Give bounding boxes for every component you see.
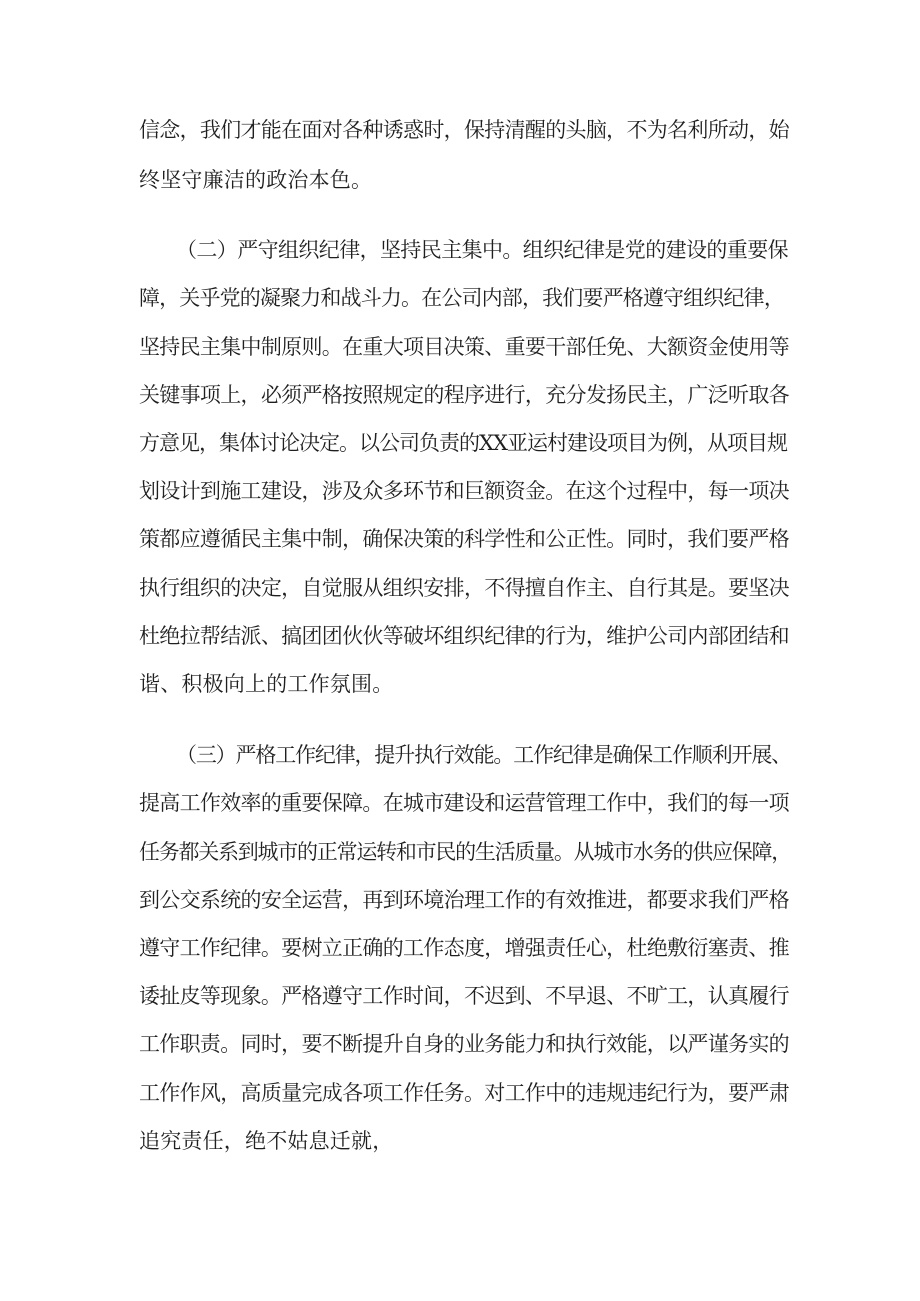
text-line: 坚持民主集中制原则。在重大项目决策、重要干部任免、大额资金使用等 (139, 335, 789, 359)
text-line: 提高工作效率的重要保障。在城市建设和运营管理工作中，我们的每一项 (139, 791, 789, 815)
text-line: 关键事项上，必须严格按照规定的程序进行，充分发扬民主，广泛听取各 (139, 383, 789, 407)
text-line: 诿扯皮等现象。严格遵守工作时间，不迟到、不早退、不旷工，认真履行 (139, 984, 789, 1008)
text-line: 信念，我们才能在面对各种诱惑时，保持清醒的头脑，不为名利所动，始 (139, 118, 789, 142)
text-line: 谐、积极向上的工作氛围。 (139, 672, 394, 696)
text-line: 杜绝拉帮结派、搞团团伙伙等破坏组织纪律的行为，维护公司内部团结和 (139, 624, 789, 648)
text-line: 到公交系统的安全运营，再到环境治理工作的有效推进，都要求我们严格 (139, 888, 789, 912)
text-line: 划设计到施工建设，涉及众多环节和巨额资金。在这个过程中，每一项决 (139, 479, 789, 503)
text-line: 遵守工作纪律。要树立正确的工作态度，增强责任心，杜绝敷衍塞责、推 (139, 936, 789, 960)
text-line: 追究责任，绝不姑息迁就， (139, 1129, 394, 1153)
text-line: 执行组织的决定，自觉服从组织安排，不得擅自作主、自行其是。要坚决 (139, 576, 789, 600)
text-line: 策都应遵循民主集中制，确保决策的科学性和公正性。同时，我们要严格 (139, 527, 789, 551)
text-line: 工作作风，高质量完成各项工作任务。对工作中的违规违纪行为，要严肃 (139, 1081, 789, 1105)
text-line: 任务都关系到城市的正常运转和市民的生活质量。从城市水务的供应保障， (139, 840, 791, 864)
text-line: （三）严格工作纪律，提升执行效能。工作纪律是确保工作顺利开展、 (176, 743, 791, 767)
text-line: 工作职责。同时，要不断提升自身的业务能力和执行效能，以严谨务实的 (139, 1032, 789, 1056)
text-line: 终坚守廉洁的政治本色。 (139, 168, 373, 192)
text-line: 方意见，集体讨论决定。以公司负责的XX亚运村建设项目为例，从项目规 (139, 431, 787, 455)
text-line: （二）严守组织纪律，坚持民主集中。组织纪律是党的建设的重要保 (176, 238, 788, 262)
text-line: 障，关乎党的凝聚力和战斗力。在公司内部，我们要严格遵守组织纪律， (139, 286, 784, 310)
